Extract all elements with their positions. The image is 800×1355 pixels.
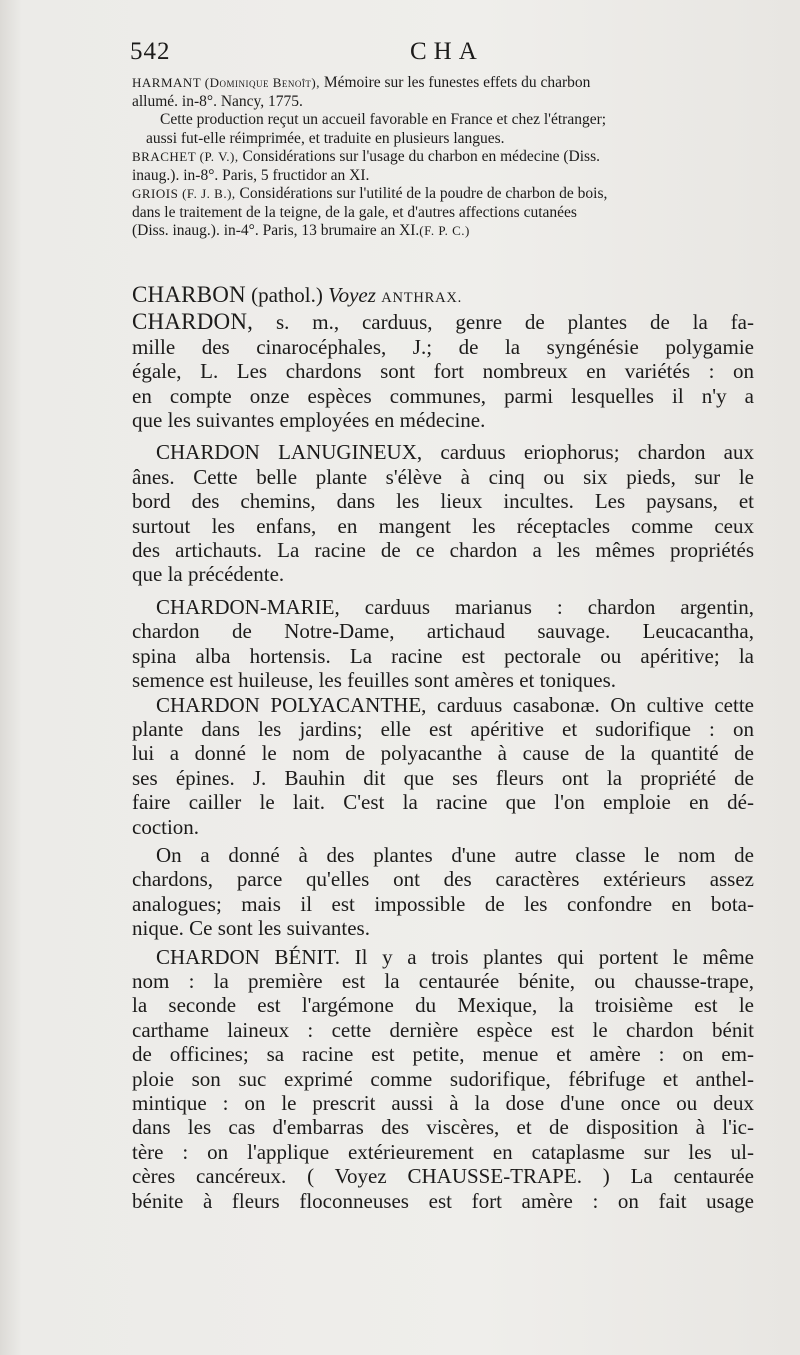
entry-line: en compte onze espèces communes, parmi lesquelles il n'y a xyxy=(132,383,754,408)
paragraph-chardons-intro xyxy=(132,843,754,941)
paragraph-line: CHARDON LANUGINEUX, carduus eriophorus; chardon aux xyxy=(156,440,754,465)
reference-text: dans le traitement de la teigne, de la gale, et d'autres affections cutanées xyxy=(132,203,577,221)
entry-charbon xyxy=(132,283,754,310)
paragraph-line: bénite à fleurs floconneuses est fort amère : on fait usage xyxy=(132,1188,754,1213)
entry-line: égale, L. Les chardons sont fort nombreux en variétés : on xyxy=(132,359,754,384)
paragraph-line: faire cailler le lait. C'est la racine que l'on emploie en dé- xyxy=(132,790,754,815)
page-header xyxy=(130,38,750,68)
reference-griois xyxy=(132,185,754,241)
paragraph-line: CHARDON-MARIE, carduus marianus : chardon argentin, xyxy=(156,594,754,619)
paragraph-line: chardon de Notre-Dame, artichaud sauvage. Leucacantha, xyxy=(132,619,754,644)
paragraph-line: carthame laineux : cette dernière espèce est le chardon bénit xyxy=(132,1017,754,1042)
reference-author: GRIOIS (F. J. B.), xyxy=(132,186,236,201)
paragraph-line: ses épines. J. Bauhin dit que ses fleurs ont la propriété de xyxy=(132,765,754,790)
paragraph-line: coction. xyxy=(132,814,200,839)
paragraph-line: semence est huileuse, les feuilles sont amères et toniques. xyxy=(132,668,617,693)
page-number: 542 xyxy=(130,38,171,65)
entry-line: que les suivantes employées en médecine. xyxy=(132,408,486,433)
paragraph-line: ploie son suc exprimé comme sudorifique, fébrifuge et anthel- xyxy=(132,1066,754,1091)
reference-text: inaug.). in-8°. Paris, 5 fructidor an XI. xyxy=(132,166,370,184)
entry-label: (pathol.) xyxy=(251,283,323,307)
reference-harmant xyxy=(132,74,754,111)
paragraph-line: analogues; mais il est impossible de les confondre en bota- xyxy=(132,891,754,916)
paragraph-chardon-benit xyxy=(132,945,754,1213)
entry-line: mille des cinarocéphales, J.; de la syngénésie polygamie xyxy=(132,334,754,359)
paragraph-line: mintique : on le prescrit aussi à la dose d'une once ou deux xyxy=(132,1091,754,1115)
paragraph-chardon-marie xyxy=(132,595,754,693)
reference-note-line: aussi fut-elle réimprimée, et traduite en plusieurs langues. xyxy=(146,129,505,147)
reference-text: Considérations sur l'utilité de la poudre de charbon de bois, xyxy=(239,185,608,202)
paragraph-line: des artichauts. La racine de ce chardon a les mêmes propriétés xyxy=(132,538,754,563)
reference-text: Mémoire sur les funestes effets du charbon xyxy=(323,74,591,91)
headword-chardon: CHARDON, xyxy=(132,309,254,335)
paragraph-line: On a donné à des plantes d'une autre classe le nom de xyxy=(156,842,754,867)
reference-note-line: Cette production reçut un accueil favorable en France et chez l'étranger; xyxy=(160,111,607,128)
paragraph-line: surtout les enfans, en mangent les réceptacles comme ceux xyxy=(132,513,754,538)
paragraph-line: lui a donné le nom de polyacanthe à cause de la quantité de xyxy=(132,741,754,766)
paragraph-line: CHARDON BÉNIT. Il y a trois plantes qui portent le même xyxy=(156,944,754,969)
paragraph-line: que la précédente. xyxy=(132,562,285,587)
reference-author: HARMANT (Dominique Benoît), xyxy=(132,75,320,90)
bibliography xyxy=(132,74,754,241)
cross-reference-voyez: Voyez xyxy=(328,283,376,307)
paragraph-line: nom : la première est la centaurée bénite, ou chausse-trape, xyxy=(132,968,754,993)
reference-author: BRACHET (P. V.), xyxy=(132,149,239,164)
reference-text: allumé. in-8°. Nancy, 1775. xyxy=(132,92,303,110)
paragraph-line: chardons, parce qu'elles ont des caractères extérieurs assez xyxy=(132,867,754,892)
entry-chardon xyxy=(132,310,754,432)
paragraph-line: CHARDON POLYACANTHE, carduus casabonæ. On cultive cette xyxy=(156,692,754,717)
entry-line: s. m., carduus, genre de plantes de la fa- xyxy=(275,310,754,335)
paragraph-chardon-polyacanthe xyxy=(132,693,754,839)
paragraph-line: cères cancéreux. ( Voyez CHAUSSE-TRAPE. ) La centaurée xyxy=(132,1164,754,1189)
paragraph-line: ânes. Cette belle plante s'élève à cinq ou six pieds, sur le xyxy=(132,464,754,489)
author-signature: (F. P. C.) xyxy=(419,223,470,238)
paragraph-chardon-lanugineux xyxy=(132,440,754,586)
paragraph-line: bord des chemins, dans les lieux incultes. Les paysans, et xyxy=(132,489,754,514)
paragraph-line: nique. Ce sont les suivantes. xyxy=(132,916,370,941)
cross-reference-target: ANTHRAX. xyxy=(381,290,463,306)
paragraph-line: de officines; sa racine est petite, menue et amère : on em- xyxy=(132,1042,754,1067)
reference-brachet xyxy=(132,148,754,185)
paragraph-line: la seconde est l'argémone du Mexique, la troisième est le xyxy=(132,993,754,1018)
paragraph-line: tère : on l'applique extérieurement en cataplasme sur les ul- xyxy=(132,1139,754,1164)
running-head: CHA xyxy=(410,38,484,65)
article-body xyxy=(132,283,754,1213)
paragraph-line: dans les cas d'embarras des viscères, et de disposition à l'ic- xyxy=(132,1115,754,1140)
reference-text: (Diss. inaug.). in-4°. Paris, 13 brumaire an XI. xyxy=(132,222,420,239)
headword-charbon: CHARBON xyxy=(132,282,246,307)
reference-text: Considérations sur l'usage du charbon en médecine (Diss. xyxy=(242,148,600,165)
paragraph-line: plante dans les jardins; elle est apéritive et sudorifique : on xyxy=(132,716,754,741)
reference-note xyxy=(132,111,754,148)
paragraph-line: spina alba hortensis. La racine est pectorale ou apéritive; la xyxy=(132,643,754,668)
